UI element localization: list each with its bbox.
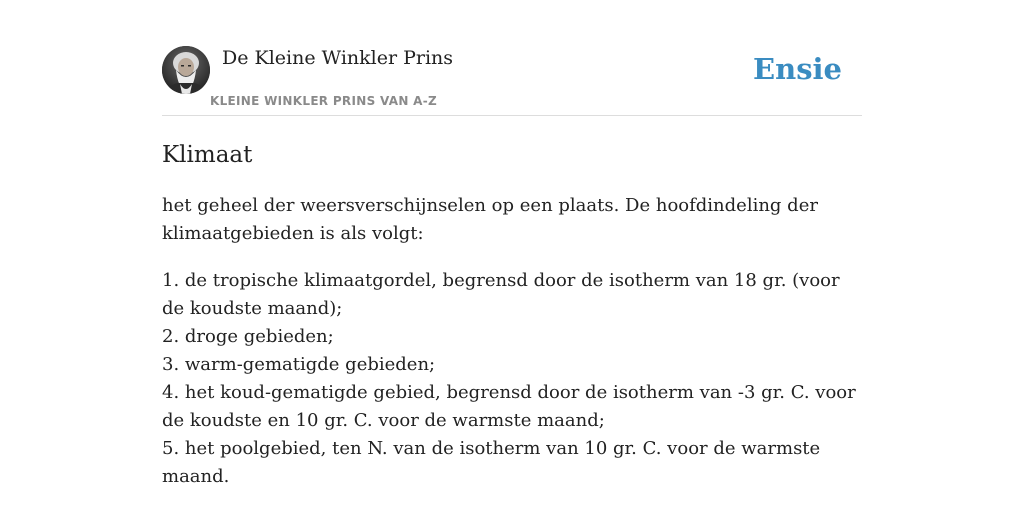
list-item: 3. warm-gematigde gebieden; <box>162 354 436 375</box>
page-title: Klimaat <box>162 142 253 168</box>
portrait-icon <box>162 46 210 94</box>
article-intro: het geheel der weersverschijnselen op een plaats. De hoofdindeling der klimaatgebieden is als volgt: <box>162 195 818 244</box>
list-item: 5. het poolgebied, ten N. van de isotherm van 10 gr. C. voor de warmste maand. <box>162 438 821 487</box>
header <box>162 0 862 116</box>
article-body <box>162 192 862 510</box>
page <box>162 0 862 512</box>
article-list <box>162 267 862 491</box>
list-item: 2. droge gebieden; <box>162 326 334 347</box>
source-label[interactable]: KLEINE WINKLER PRINS VAN A-Z <box>210 94 438 108</box>
list-item: 4. het koud-gematigde gebied, begrensd door de isotherm van -3 gr. C. voor de koudste en 10 gr. C. voor de warmste maand; <box>162 382 856 431</box>
author-avatar[interactable] <box>162 46 210 94</box>
brand-logo[interactable]: Ensie <box>753 52 842 86</box>
list-item: 1. de tropische klimaatgordel, begrensd door de isotherm van 18 gr. (voor de koudste maand); <box>162 270 840 319</box>
author-name[interactable]: De Kleine Winkler Prins <box>222 47 454 69</box>
